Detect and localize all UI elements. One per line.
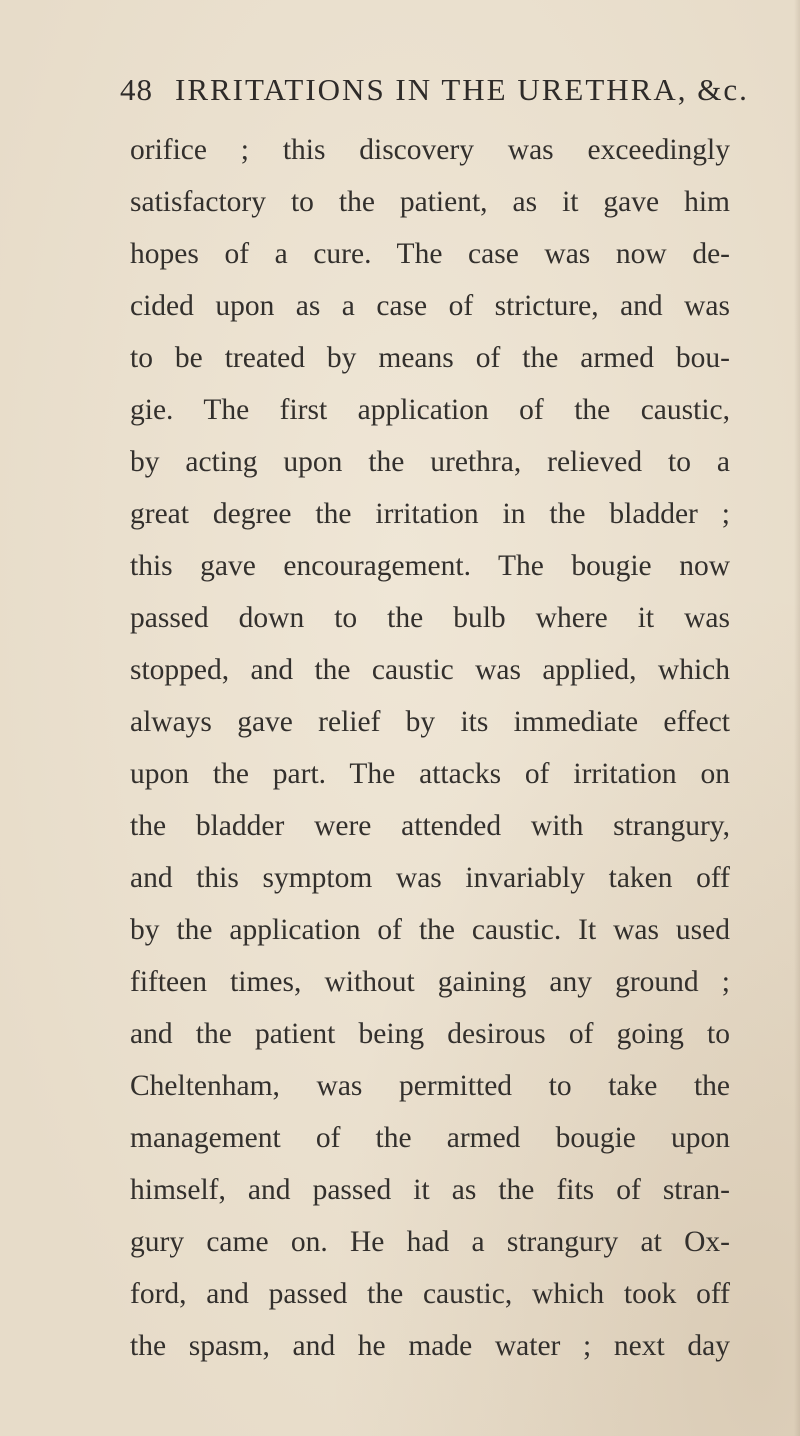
text-line: this gave encouragement. The bougie now: [130, 550, 730, 582]
text-line: the spasm, and he made water ; next day: [130, 1330, 730, 1362]
text-line: to be treated by means of the armed bou-: [130, 342, 730, 374]
text-line: upon the part. The attacks of irritation on: [130, 758, 730, 790]
page-number: 48: [120, 72, 153, 107]
text-line: cided upon as a case of stricture, and was: [130, 290, 730, 322]
text-line: always gave relief by its immediate effect: [130, 706, 730, 738]
running-header: [120, 72, 760, 122]
text-line: by acting upon the urethra, relieved to a: [130, 446, 730, 478]
running-title: IRRITATIONS IN THE URETHRA, &c.: [175, 72, 749, 107]
text-line: gury came on. He had a strangury at Ox-: [130, 1226, 730, 1258]
text-line: gie. The first application of the caustic,: [130, 394, 730, 426]
page-edge-shadow: [794, 0, 800, 1436]
text-line: himself, and passed it as the fits of stran-: [130, 1174, 730, 1206]
text-line: ford, and passed the caustic, which took off: [130, 1278, 730, 1310]
text-line: by the application of the caustic. It was used: [130, 914, 730, 946]
text-line: the bladder were attended with strangury,: [130, 810, 730, 842]
text-line: and this symptom was invariably taken off: [130, 862, 730, 894]
text-line: hopes of a cure. The case was now de-: [130, 238, 730, 270]
text-line: stopped, and the caustic was applied, which: [130, 654, 730, 686]
text-line: orifice ; this discovery was exceedingly: [130, 134, 730, 166]
text-line: Cheltenham, was permitted to take the: [130, 1070, 730, 1102]
text-line: and the patient being desirous of going to: [130, 1018, 730, 1050]
body-text: [130, 124, 730, 1372]
text-line: satisfactory to the patient, as it gave him: [130, 186, 730, 218]
text-line: fifteen times, without gaining any ground ;: [130, 966, 730, 998]
text-line: passed down to the bulb where it was: [130, 602, 730, 634]
text-line: great degree the irritation in the bladder ;: [130, 498, 730, 530]
text-line: management of the armed bougie upon: [130, 1122, 730, 1154]
